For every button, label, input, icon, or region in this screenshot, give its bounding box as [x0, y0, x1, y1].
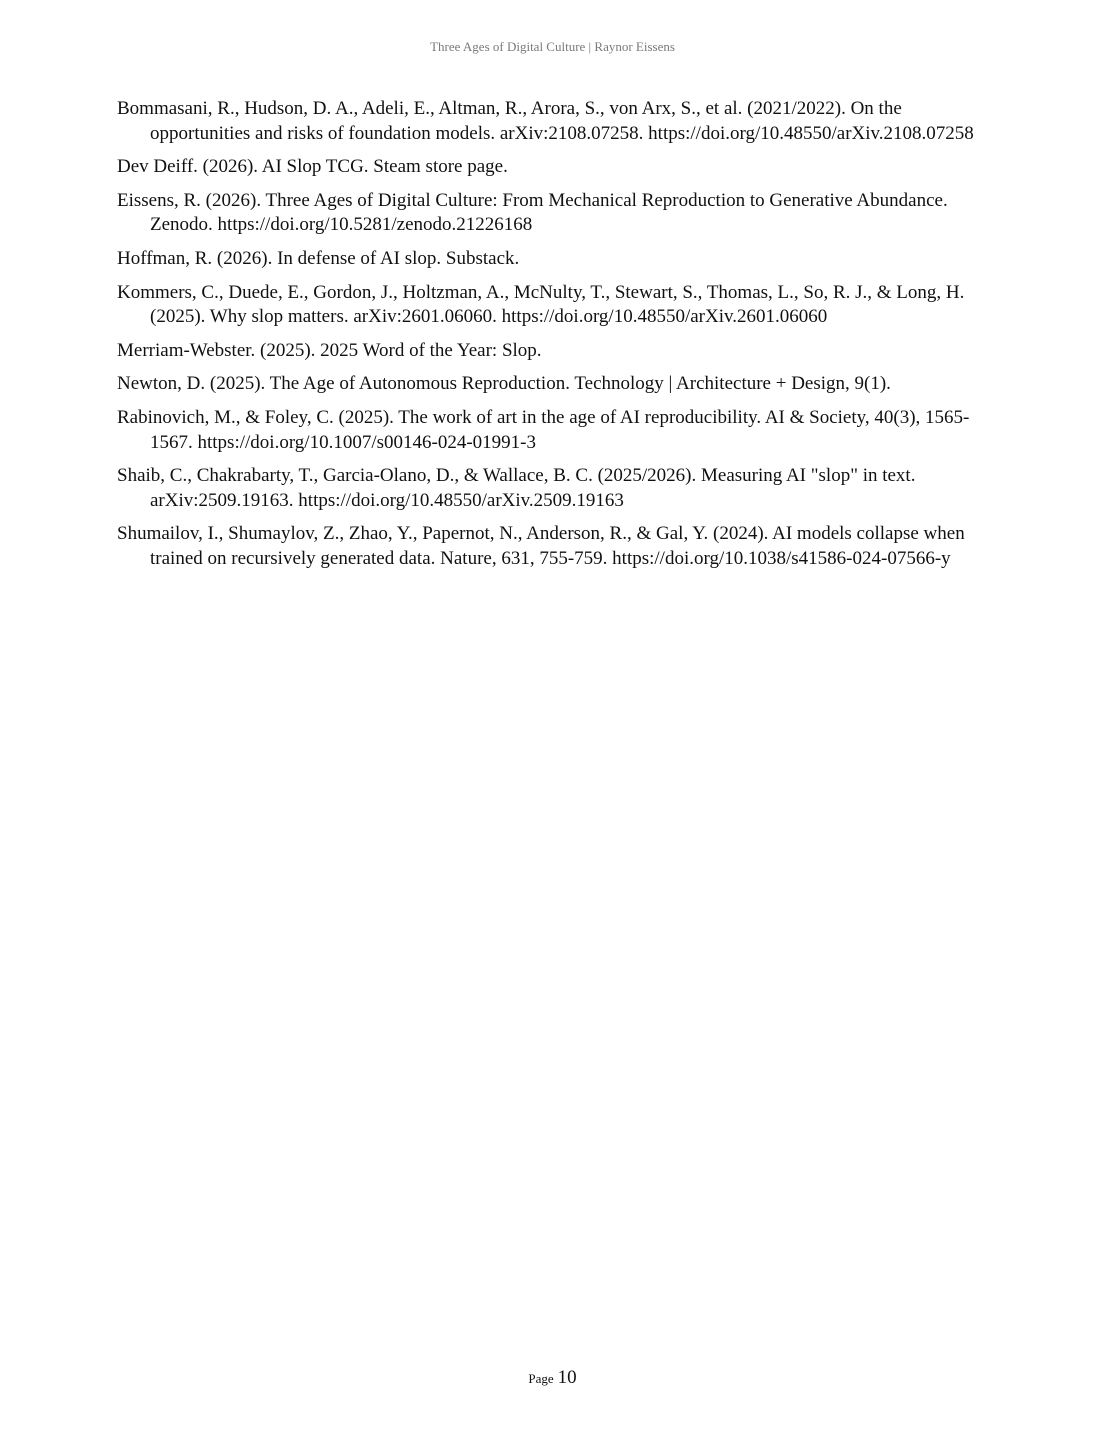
page-footer [0, 1367, 1105, 1389]
reference-entry: Eissens, R. (2026). Three Ages of Digital Culture: From Mechanical Reproduction to Generative Abundance. Zenodo. https://doi.org/10.5281/zenodo.21226168 [117, 189, 948, 236]
reference-entry: Rabinovich, M., & Foley, C. (2025). The work of art in the age of AI reproducibility. AI & Society, 40(3), 1565-1567. https://doi.org/10.1007/s00146-024-01991-3 [117, 406, 970, 453]
page-number: 10 [557, 1367, 577, 1388]
page-label: Page [528, 1371, 554, 1386]
running-header: Three Ages of Digital Culture | Raynor Eissens [430, 39, 675, 54]
reference-entry: Merriam-Webster. (2025). 2025 Word of the Year: Slop. [117, 339, 542, 361]
reference-list [117, 97, 992, 581]
reference-entry: Bommasani, R., Hudson, D. A., Adeli, E., Altman, R., Arora, S., von Arx, S., et al. (2021/2022). On the opportunities and risks of foundation models. arXiv:2108.07258. https://doi.org/10.48550/arXiv.2108.07258 [117, 98, 974, 144]
reference-entry: Shumailov, I., Shumaylov, Z., Zhao, Y., Papernot, N., Anderson, R., & Gal, Y. (2024). AI models collapse when trained on recursively generated data. Nature, 631, 755-759. https://doi.org/10.1038/s41586-024-07566-y [117, 523, 965, 569]
reference-entry: Kommers, C., Duede, E., Gordon, J., Holtzman, A., McNulty, T., Stewart, S., Thomas, L., So, R. J., & Long, H. (2025). Why slop matters. arXiv:2601.06060. https://doi.org/10.48550/arXiv.2601.06060 [117, 281, 965, 328]
reference-entry: Newton, D. (2025). The Age of Autonomous Reproduction. Technology | Architecture + Design, 9(1). [117, 373, 891, 395]
reference-entry: Shaib, C., Chakrabarty, T., Garcia-Olano, D., & Wallace, B. C. (2025/2026). Measuring AI "slop" in text. arXiv:2509.19163. https://doi.org/10.48550/arXiv.2509.19163 [117, 465, 916, 511]
reference-entry: Dev Deiff. (2026). AI Slop TCG. Steam store page. [117, 156, 508, 178]
reference-entry: Hoffman, R. (2026). In defense of AI slop. Substack. [117, 247, 520, 269]
